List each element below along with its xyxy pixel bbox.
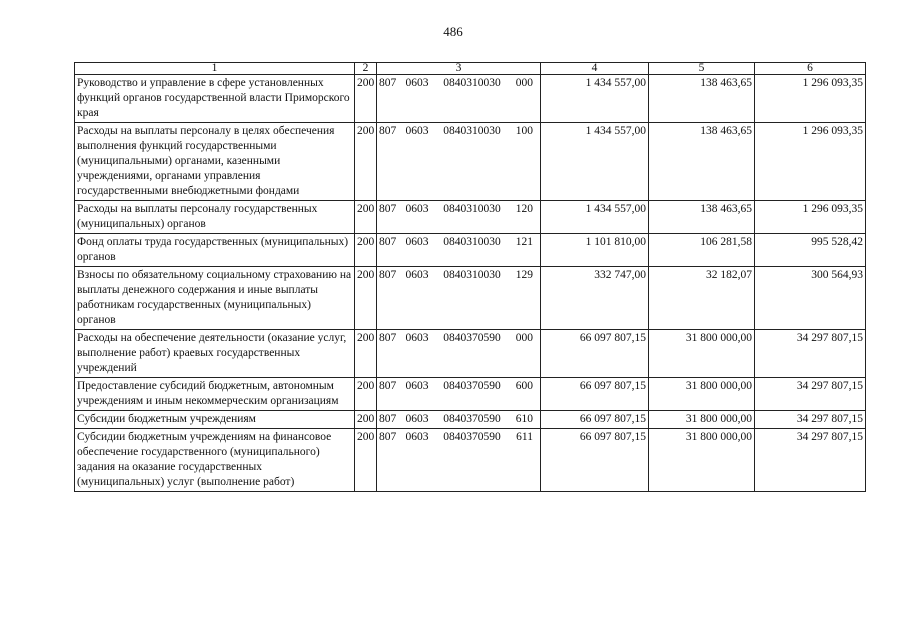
dept-code: 807 — [379, 77, 397, 89]
row-name: Расходы на выплаты персоналу государственных (муниципальных) органов — [75, 201, 355, 234]
row-name: Фонд оплаты труда государственных (муниципальных) органов — [75, 234, 355, 267]
header-col-2: 2 — [355, 63, 377, 75]
expense-code: 100 — [515, 125, 533, 137]
row-name: Предоставление субсидий бюджетным, автономным учреждениям и иным некоммерческим организациям — [75, 378, 355, 411]
row-code: 200 — [355, 429, 377, 492]
row-amount-col6: 995 528,42 — [755, 234, 866, 267]
row-code: 200 — [355, 267, 377, 330]
row-amount-col6: 34 297 807,15 — [755, 429, 866, 492]
row-code: 200 — [355, 201, 377, 234]
article-code: 0840310030 — [443, 125, 501, 137]
expense-code: 611 — [516, 431, 533, 443]
dept-code: 807 — [379, 125, 397, 137]
header-col-5: 5 — [649, 63, 755, 75]
dept-code: 807 — [379, 269, 397, 281]
dept-code: 807 — [379, 431, 397, 443]
table-row — [75, 234, 866, 267]
table-row — [75, 75, 866, 123]
row-amount-col4: 332 747,00 — [541, 267, 649, 330]
row-amount-col5: 138 463,65 — [649, 201, 755, 234]
row-amount-col5: 31 800 000,00 — [649, 330, 755, 378]
dept-code: 807 — [379, 203, 397, 215]
article-code: 0840310030 — [443, 269, 501, 281]
section-code: 0603 — [405, 413, 429, 425]
table-row — [75, 330, 866, 378]
table-row — [75, 429, 866, 492]
article-code: 0840370590 — [443, 332, 501, 344]
row-budget-codes — [377, 330, 541, 378]
row-amount-col5: 138 463,65 — [649, 75, 755, 123]
table-row — [75, 378, 866, 411]
row-budget-codes — [377, 123, 541, 201]
section-code: 0603 — [405, 431, 429, 443]
expense-code: 610 — [515, 413, 533, 425]
row-amount-col4: 1 101 810,00 — [541, 234, 649, 267]
dept-code: 807 — [379, 236, 397, 248]
row-amount-col5: 32 182,07 — [649, 267, 755, 330]
header-col-3: 3 — [377, 63, 541, 75]
row-amount-col6: 1 296 093,35 — [755, 201, 866, 234]
row-name: Взносы по обязательному социальному страхованию на выплаты денежного содержания и иные выплаты работникам государственных (муниципальных) органов — [75, 267, 355, 330]
expense-code: 120 — [515, 203, 533, 215]
row-amount-col4: 1 434 557,00 — [541, 201, 649, 234]
row-amount-col6: 34 297 807,15 — [755, 378, 866, 411]
section-code: 0603 — [405, 269, 429, 281]
expense-code: 129 — [515, 269, 533, 281]
section-code: 0603 — [405, 236, 429, 248]
header-row — [75, 63, 866, 75]
row-code: 200 — [355, 411, 377, 429]
row-amount-col5: 31 800 000,00 — [649, 411, 755, 429]
dept-code: 807 — [379, 413, 397, 425]
row-amount-col6: 34 297 807,15 — [755, 330, 866, 378]
row-budget-codes — [377, 201, 541, 234]
row-code: 200 — [355, 330, 377, 378]
row-name: Субсидии бюджетным учреждениям на финансовое обеспечение государственного (муниципального) задания на оказание государственных (муниципальных) услуг (выполнение работ) — [75, 429, 355, 492]
row-code: 200 — [355, 123, 377, 201]
row-budget-codes — [377, 429, 541, 492]
row-code: 200 — [355, 75, 377, 123]
row-amount-col5: 31 800 000,00 — [649, 429, 755, 492]
section-code: 0603 — [405, 125, 429, 137]
row-name: Расходы на выплаты персоналу в целях обеспечения выполнения функций государственными (муниципальными) органами, казенными учреждениями, органами управления государственными внебюджетными фондами — [75, 123, 355, 201]
row-amount-col6: 300 564,93 — [755, 267, 866, 330]
row-amount-col4: 66 097 807,15 — [541, 378, 649, 411]
row-amount-col5: 138 463,65 — [649, 123, 755, 201]
row-amount-col4: 66 097 807,15 — [541, 429, 649, 492]
header-col-6: 6 — [755, 63, 866, 75]
section-code: 0603 — [405, 380, 429, 392]
row-amount-col4: 1 434 557,00 — [541, 75, 649, 123]
row-amount-col4: 66 097 807,15 — [541, 411, 649, 429]
row-budget-codes — [377, 75, 541, 123]
article-code: 0840370590 — [443, 380, 501, 392]
table-row — [75, 201, 866, 234]
row-code: 200 — [355, 234, 377, 267]
article-code: 0840310030 — [443, 203, 501, 215]
row-budget-codes — [377, 267, 541, 330]
row-name: Руководство и управление в сфере установленных функций органов государственной власти Приморского края — [75, 75, 355, 123]
page-number: 486 — [443, 24, 463, 39]
row-amount-col5: 106 281,58 — [649, 234, 755, 267]
expense-code: 121 — [515, 236, 533, 248]
row-budget-codes — [377, 234, 541, 267]
row-amount-col6: 1 296 093,35 — [755, 75, 866, 123]
table-row — [75, 411, 866, 429]
section-code: 0603 — [405, 332, 429, 344]
row-amount-col6: 1 296 093,35 — [755, 123, 866, 201]
article-code: 0840370590 — [443, 431, 501, 443]
header-col-4: 4 — [541, 63, 649, 75]
row-amount-col6: 34 297 807,15 — [755, 411, 866, 429]
expense-code: 000 — [515, 77, 533, 89]
row-name: Субсидии бюджетным учреждениям — [75, 411, 355, 429]
article-code: 0840370590 — [443, 413, 501, 425]
row-budget-codes — [377, 378, 541, 411]
row-code: 200 — [355, 378, 377, 411]
row-amount-col4: 66 097 807,15 — [541, 330, 649, 378]
article-code: 0840310030 — [443, 236, 501, 248]
row-name: Расходы на обеспечение деятельности (оказание услуг, выполнение работ) краевых государственных учреждений — [75, 330, 355, 378]
row-budget-codes — [377, 411, 541, 429]
header-col-1: 1 — [75, 63, 355, 75]
expense-code: 000 — [515, 332, 533, 344]
table-row — [75, 267, 866, 330]
expense-code: 600 — [515, 380, 533, 392]
row-amount-col4: 1 434 557,00 — [541, 123, 649, 201]
row-amount-col5: 31 800 000,00 — [649, 378, 755, 411]
section-code: 0603 — [405, 77, 429, 89]
table-row — [75, 123, 866, 201]
article-code: 0840310030 — [443, 77, 501, 89]
dept-code: 807 — [379, 332, 397, 344]
dept-code: 807 — [379, 380, 397, 392]
budget-table — [74, 62, 866, 492]
section-code: 0603 — [405, 203, 429, 215]
